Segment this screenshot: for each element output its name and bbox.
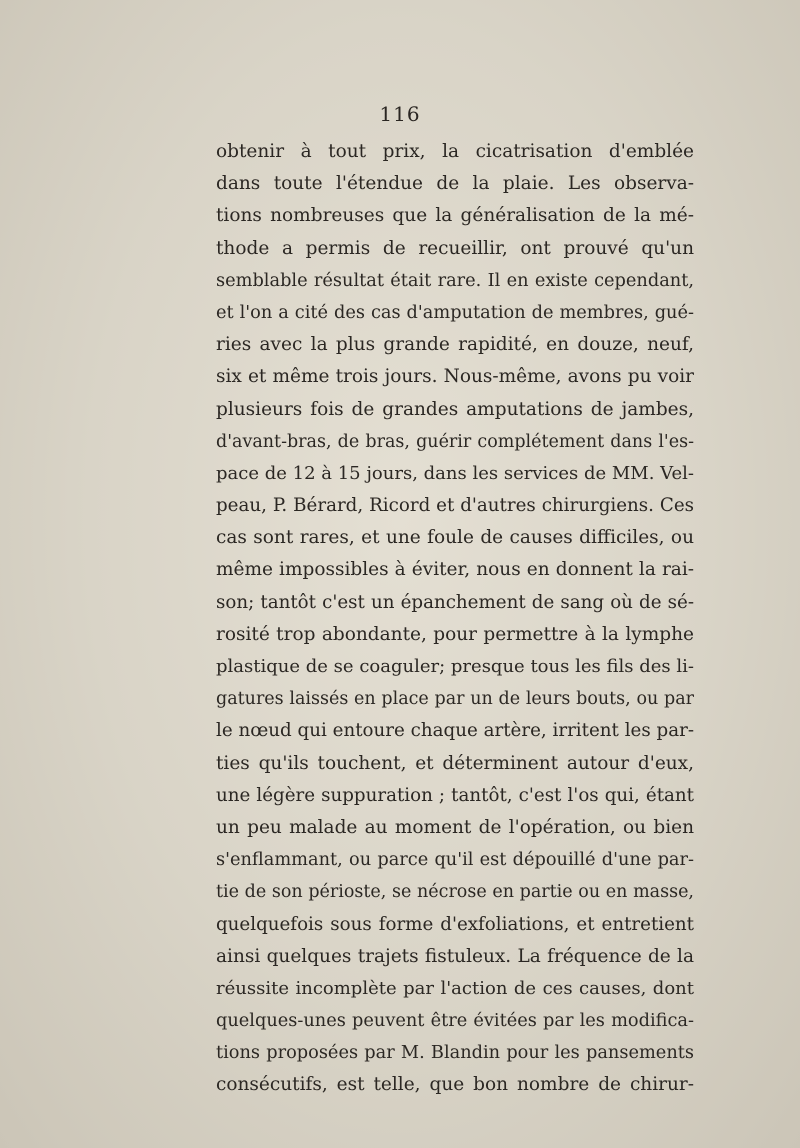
text-line: et l'on a cité des cas d'amputation de membres, gué- xyxy=(216,302,694,323)
text-line: peau, P. Bérard, Ricord et d'autres chirurgiens. Ces xyxy=(216,495,694,517)
text-line: réussite incomplète par l'action de ces causes, dont xyxy=(216,977,694,999)
text-line: même impossibles à éviter, nous en donnent la rai- xyxy=(216,559,694,581)
text-line: consécutifs, est telle, que bon nombre de chirur- xyxy=(216,1074,694,1096)
page-number: 116 xyxy=(379,102,421,126)
text-line: plastique de se coaguler; presque tous les fils des li- xyxy=(216,656,694,677)
text-line: rosité trop abondante, pour permettre à la lymphe xyxy=(216,623,694,645)
text-line: six et même trois jours. Nous-même, avons pu voir xyxy=(216,366,694,388)
text-line: quelques-unes peuvent être évitées par les modifica- xyxy=(216,1011,694,1032)
text-line: d'avant-bras, de bras, guérir complétement dans l'es- xyxy=(216,431,694,452)
text-line: ties qu'ils touchent, et déterminent autour d'eux, xyxy=(216,752,694,774)
text-line: cas sont rares, et une foule de causes difficiles, ou xyxy=(216,527,694,549)
text-line: tions proposées par M. Blandin pour les pansements xyxy=(216,1043,694,1064)
text-line: semblable résultat était rare. Il en existe cependant, xyxy=(216,270,694,291)
text-line: ries avec la plus grande rapidité, en douze, neuf, xyxy=(216,334,694,356)
text-line: une légère suppuration ; tantôt, c'est l'os qui, étant xyxy=(216,784,694,806)
body-text xyxy=(216,136,694,1102)
text-line: le nœud qui entoure chaque artère, irritent les par- xyxy=(216,720,694,742)
text-line: plusieurs fois de grandes amputations de jambes, xyxy=(216,398,694,420)
text-line: pace de 12 à 15 jours, dans les services de MM. Vel- xyxy=(216,462,694,484)
text-line: obtenir à tout prix, la cicatrisation d'emblée xyxy=(216,141,694,162)
text-line: un peu malade au moment de l'opération, ou bien xyxy=(216,816,694,838)
text-line: son; tantôt c'est un épanchement de sang où de sé- xyxy=(216,591,694,613)
text-line: dans toute l'étendue de la plaie. Les observa- xyxy=(216,173,694,195)
text-line: tions nombreuses que la généralisation de la mé- xyxy=(216,205,694,227)
text-line: thode a permis de recueillir, ont prouvé qu'un xyxy=(216,237,694,259)
text-line: gatures laissés en place par un de leurs bouts, ou par xyxy=(216,689,694,710)
text-line: ainsi quelques trajets fistuleux. La fréquence de la xyxy=(216,945,694,967)
text-line: s'enflammant, ou parce qu'il est dépouillé d'une par- xyxy=(216,850,694,871)
text-line: tie de son périoste, se nécrose en partie ou en masse, xyxy=(216,882,694,903)
text-line: quelquefois sous forme d'exfoliations, et entretient xyxy=(216,913,694,935)
